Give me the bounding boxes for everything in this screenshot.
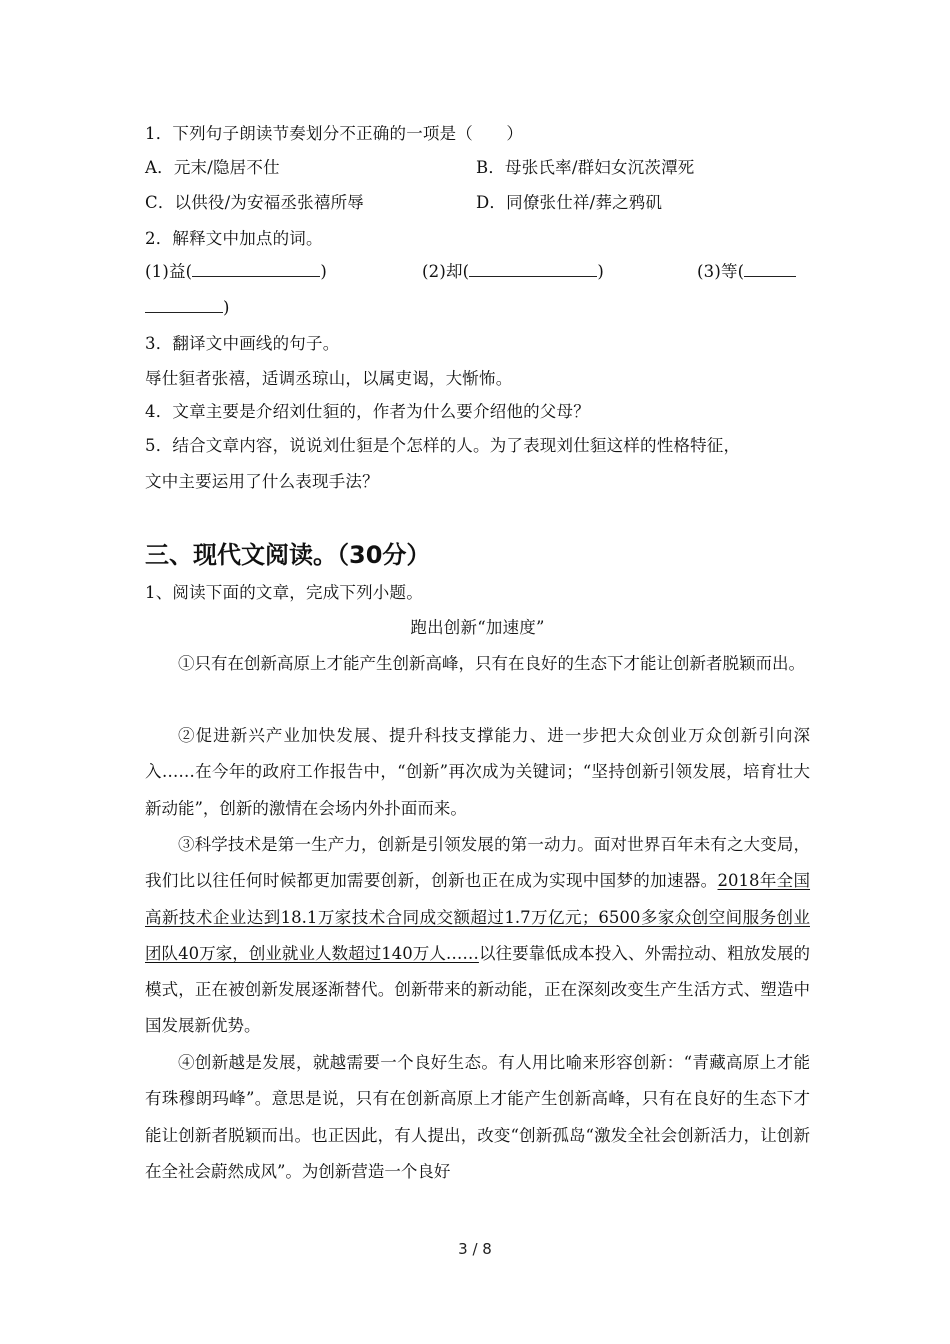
answer-blank-2[interactable] — [469, 262, 597, 277]
question-1-stem: 1．下列句子朗读节奏划分不正确的一项是（ ） — [145, 124, 524, 143]
section-instruction: 1、阅读下面的文章，完成下列小题。 — [145, 583, 423, 602]
question-1-option-c: C．以供役/为安福丞张禧所辱 — [145, 193, 364, 212]
question-1-option-a: A．元末/隐居不仕 — [145, 158, 280, 177]
question-4-stem: 4．文章主要是介绍刘仕貆的，作者为什么要介绍他的父母？ — [145, 402, 590, 421]
section-title: 三、现代文阅读。（30分） — [145, 541, 431, 569]
question-2-item-2: (2)却( ) — [422, 262, 604, 281]
paragraph-3-conclusion: 以往要靠低成本投入、外需拉动、粗放发展的模式，正在被创新发展逐渐替代。创新带来的新动能，正在深刻改变生产生活方式、塑造中国发展新优势。 — [145, 943, 811, 1036]
question-2-item-3 — [697, 262, 796, 282]
article-paragraph-4: ④创新越是发展，就越需要一个良好生态。有人用比喻来形容创新：“青藏高原上才能有珠穆朗玛峰”。意思是说，只有在创新高原上才能产生创新高峰，只有在良好的生态下才能让创新者脱颖而出。也正因此，有人提出，改变“创新孤岛“激发全社会创新活力，让创新在全社会蔚然成风”。为创新营造一个良好 — [145, 1053, 810, 1181]
question-2-item-1: (1)益( ) — [145, 262, 327, 281]
item-2-label: (2)却( — [422, 262, 470, 281]
article-paragraph-3 — [145, 827, 810, 1045]
article-paragraph-1: ①只有在创新高原上才能产生创新高峰，只有在良好的生态下才能让创新者脱颖而出。 — [178, 654, 805, 673]
item-3-label: (3)等( — [697, 262, 745, 281]
question-5-line-2: 文中主要运用了什么表现手法？ — [145, 472, 379, 491]
question-3-stem: 3．翻译文中画线的句子。 — [145, 334, 340, 353]
question-2-item-3-continued: ) — [145, 298, 230, 318]
answer-blank-1[interactable] — [192, 262, 320, 277]
question-2-stem: 2．解释文中加点的词。 — [145, 229, 323, 248]
paragraph-3-intro: ③科学技术是第一生产力，创新是引领发展的第一动力。面对世界百年未有之大变局，我们比以往任何时候都更加需要创新，创新也正在成为实现中国梦的加速器。 — [145, 835, 810, 891]
question-5-line-1: 5．结合文章内容，说说刘仕貆是个怎样的人。为了表现刘仕貆这样的性格特征， — [145, 436, 741, 455]
answer-blank-3b[interactable] — [145, 298, 223, 313]
question-3-sentence: 辱仕貆者张禧，适调丞琼山，以属吏谒，大惭怖。 — [145, 369, 513, 388]
question-1-option-d: D．同僚张仕祥/葬之鸦矶 — [476, 193, 663, 212]
question-1-option-b: B．母张氏率/群妇女沉茨潭死 — [476, 158, 695, 177]
answer-blank-3a[interactable] — [744, 262, 796, 277]
page-number: 3 / 8 — [458, 1240, 492, 1258]
article-paragraph-2: ②促进新兴产业加快发展、提升科技支撑能力、进一步把大众创业万众创新引向深入……在今年的政府工作报告中，“创新”再次成为关键词；“坚持创新引领发展，培育壮大新动能”，创新的激情在会场内外扑面而来。 — [145, 726, 810, 818]
underlined-statistics: 2018年全国高新技术企业达到18.1万家技术合同成交额超过1.7万亿元；6500多家众创空间服务创业团队40万家，创业就业人数超过140万人…… — [145, 871, 811, 963]
article-title: 跑出创新“加速度” — [410, 618, 545, 637]
item-1-label: (1)益( — [145, 262, 193, 281]
